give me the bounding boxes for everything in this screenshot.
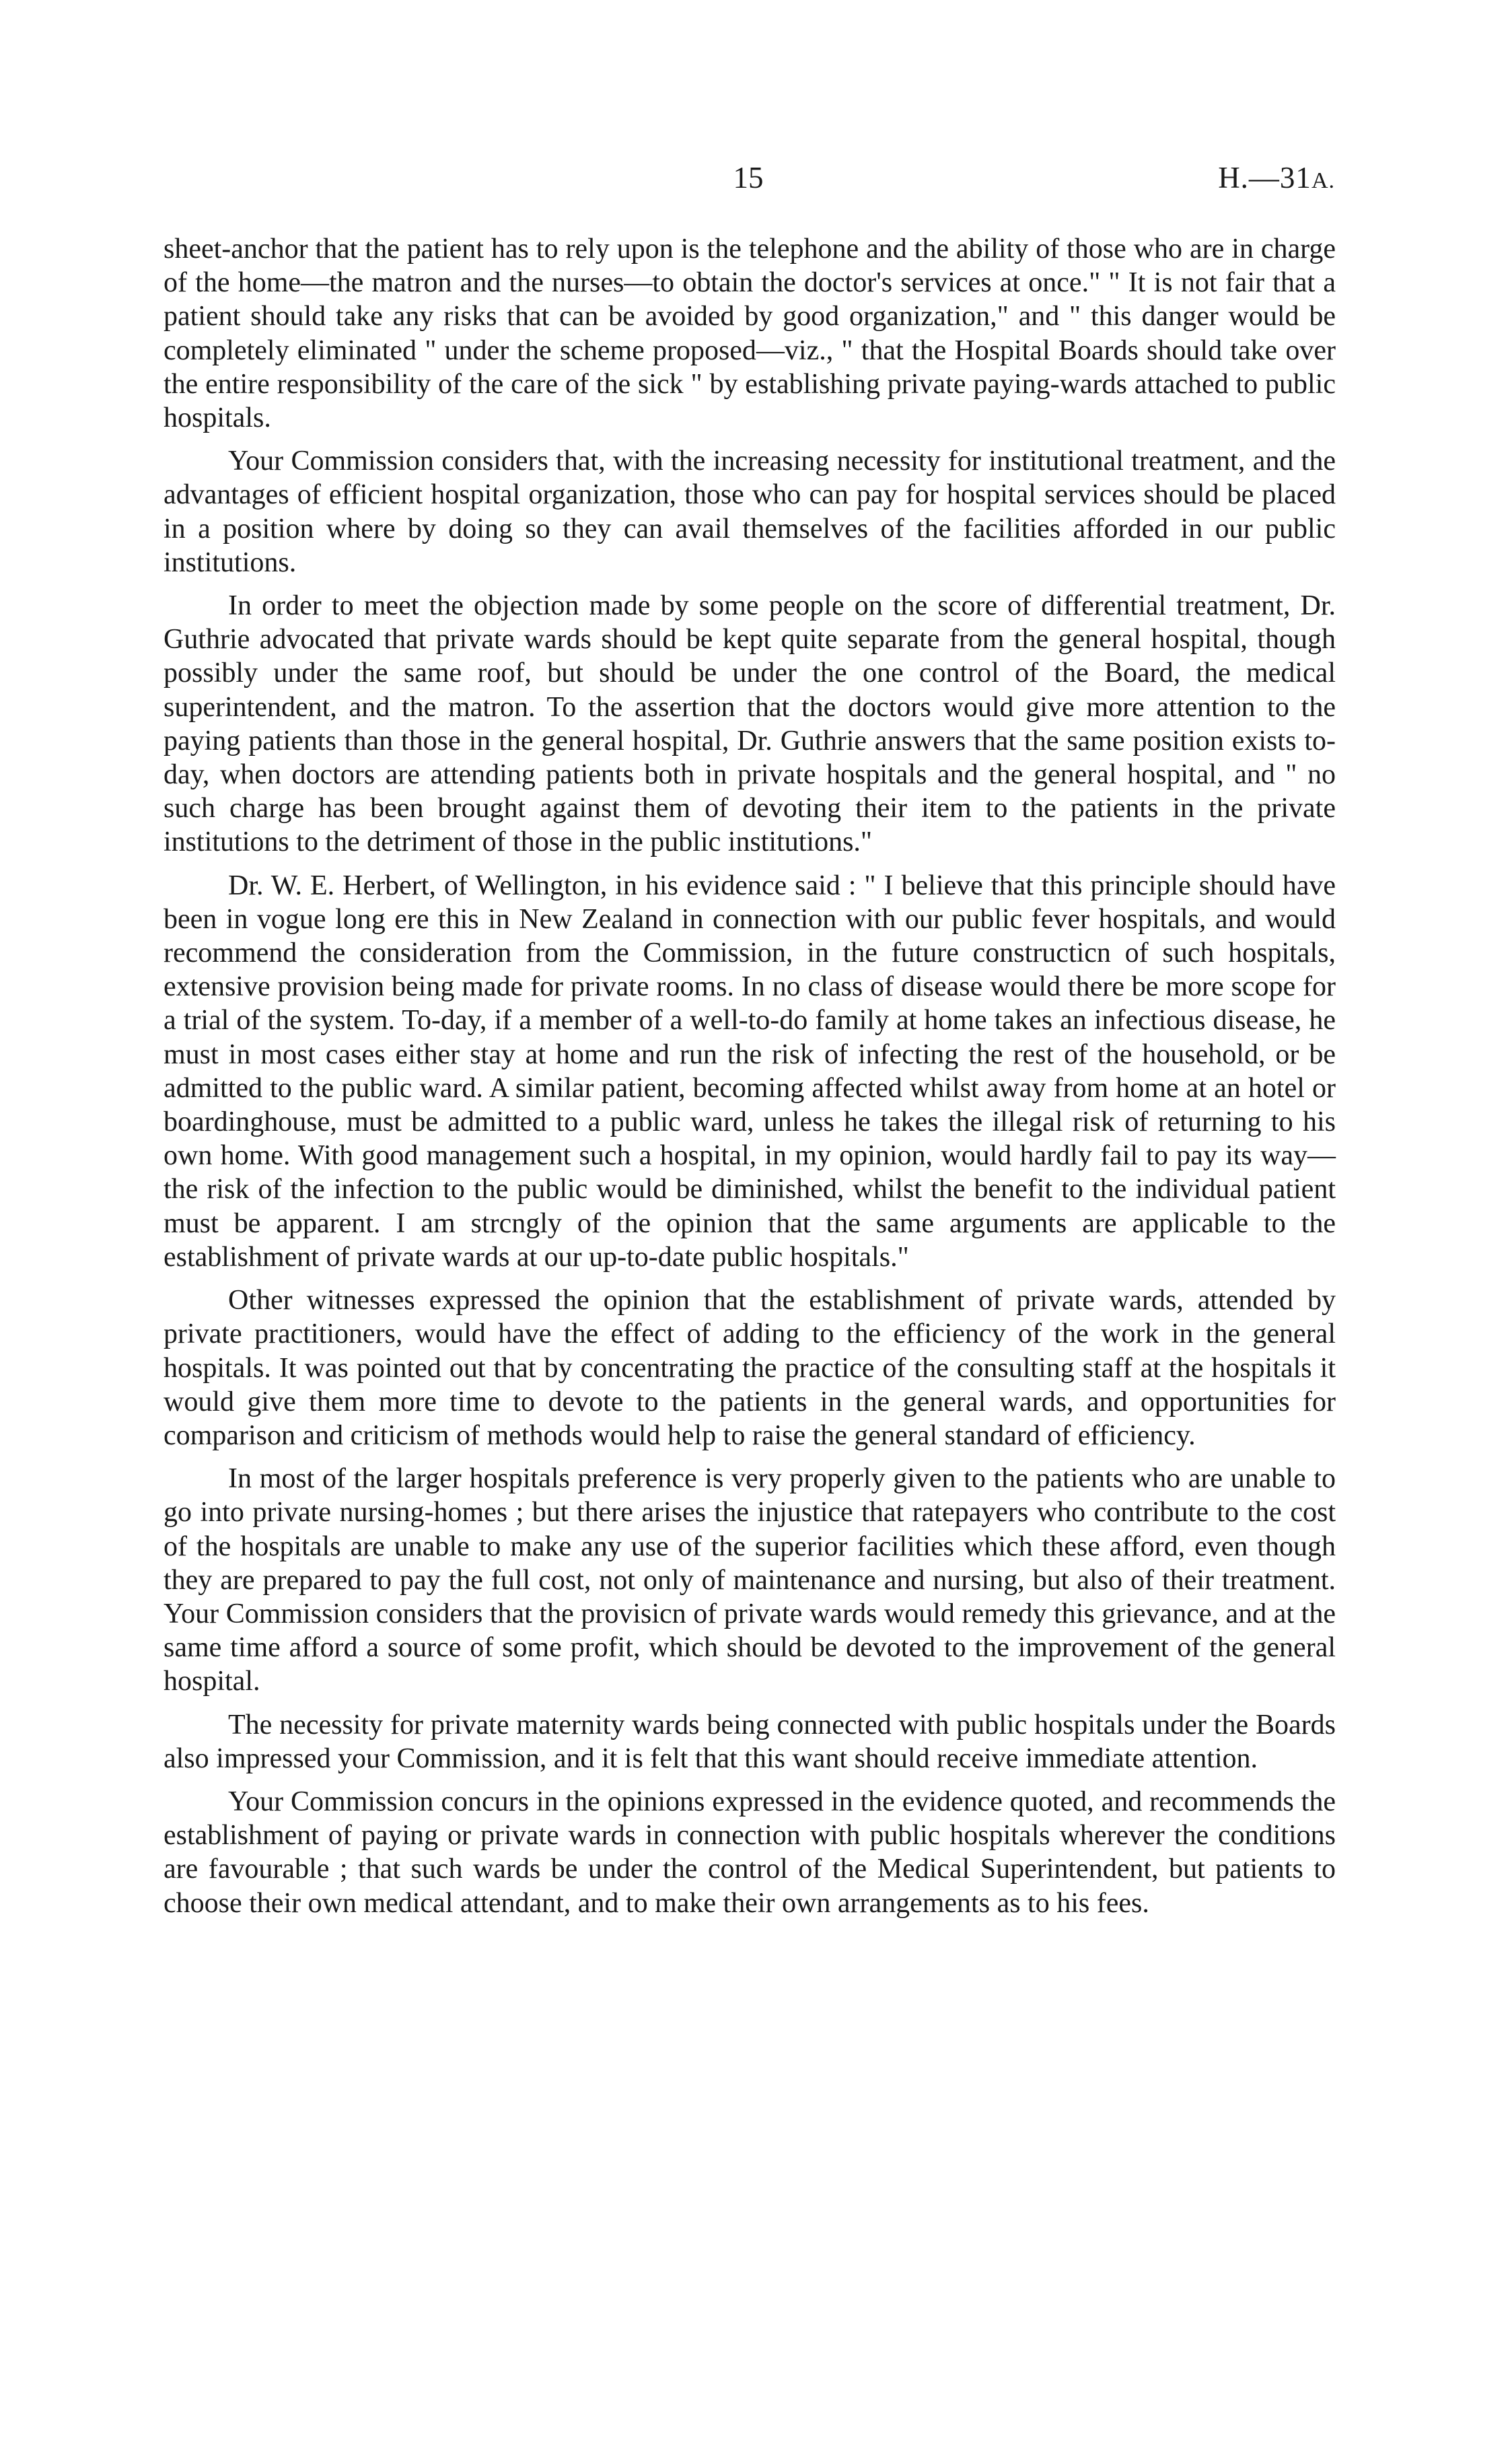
paragraph-continued: sheet-anchor that the patient has to rely upon is the telephone and the ability of those who are in charge of the home—the matron and the nurses—to obtain the doctor's services at once." " It is not fair that a patient should take any risks that can be avoided by good organization," and " this danger would be completely eliminated " under the scheme proposed—viz., " that the Hospital Boards should take over the entire responsibility of the care of the sick " by establishing private paying-wards attached to public hospitals.	[164, 234, 1336, 434]
paragraph-herbert-evidence: Dr. W. E. Herbert, of Wellington, in his evidence said : " I believe that this principle should have been in vogue long ere this in New Zealand in connection with our public fever hospitals, and would recommend the consideration from the Commission, in the future constructicn of such hospitals, extensive provision being made for private rooms. In no class of disease would there be more scope for a trial of the system. To-day, if a member of a well-to-do family at home takes an infectious disease, he must in most cases either stay at home and run the risk of infecting the rest of the household, or be admitted to the public ward. A similar patient, becoming affected whilst away from home at an hotel or boardinghouse, must be admitted to a public ward, unless he takes the illegal risk of returning to his own home. With good management such a hospital, in my opinion, would hardly fail to pay its way—the risk of the infection to the public would be diminished, whilst the benefit to the individual patient must be apparent. I am strcngly of the opinion that the same arguments are applicable to the establishment of private wards at our up-to-date public hospitals."	[164, 870, 1336, 1273]
paragraph-other-witnesses: Other witnesses expressed the opinion that the establishment of private wards, attended by private practitioners, would have the effect of adding to the efficiency of the work in the general hospitals. It was pointed out that by concentrating the practice of the consulting staff at the hospitals it would give them more time to devote to the patients in the general wards, and opportunities for comparison and criticism of methods would help to raise the general standard of efficiency.	[164, 1285, 1336, 1451]
paragraph-larger-hospitals: In most of the larger hospitals preference is very properly given to the patients who are unable to go into private nursing-homes ; but there arises the injustice that ratepayers who contribute to the cost of the hospitals are unable to make any use of the superior facilities which these afford, even though they are prepared to pay the full cost, not only of maintenance and nursing, but also of their treatment. Your Commission considers that the provisicn of private wards would remedy this grievance, and at the same time afford a source of some profit, which should be devoted to the improvement of the general hospital.	[164, 1463, 1336, 1697]
document-reference	[1218, 160, 1335, 195]
paragraph-institutional-treatment: Your Commission considers that, with the increasing necessity for institutional treatment, and the advantages of efficient hospital organization, those who can pay for hospital services should be placed in a position where by doing so they can avail themselves of the facilities afforded in our public institutions.	[164, 446, 1336, 578]
document-reference-suffix: A.	[1311, 168, 1335, 193]
body-text	[164, 232, 1336, 1920]
document-reference-main: H.—31	[1218, 161, 1311, 195]
paragraph-recommendation: Your Commission concurs in the opinions expressed in the evidence quoted, and recommends the establishment of paying or private wards in connection with public hospitals wherever the conditions are favourable ; that such wards be under the control of the Medical Superintendent, but patients to choose their own medical attendant, and to make their own arrangements as to his fees.	[164, 1786, 1336, 1919]
paragraph-maternity-wards: The necessity for private maternity wards being connected with public hospitals under the Boards also impressed your Commission, and it is felt that this want should receive immediate attention.	[164, 1709, 1336, 1774]
page-number: 15	[733, 161, 764, 195]
page-header	[161, 160, 1335, 207]
paragraph-differential-treatment: In order to meet the objection made by some people on the score of differential treatment, Dr. Guthrie advocated that private wards should be kept quite separate from the general hospital, though possibly under the same roof, but should be under the one control of the Board, the medical superintendent, and the matron. To the assertion that the doctors would give more attention to the paying patients than those in the general hospital, Dr. Guthrie answers that the same position exists to-day, when doctors are attending patients both in private hospitals and the general hospital, and " no such charge has been brought against them of devoting their item to the patients in the private institutions to the detriment of those in the public institutions."	[164, 590, 1336, 858]
